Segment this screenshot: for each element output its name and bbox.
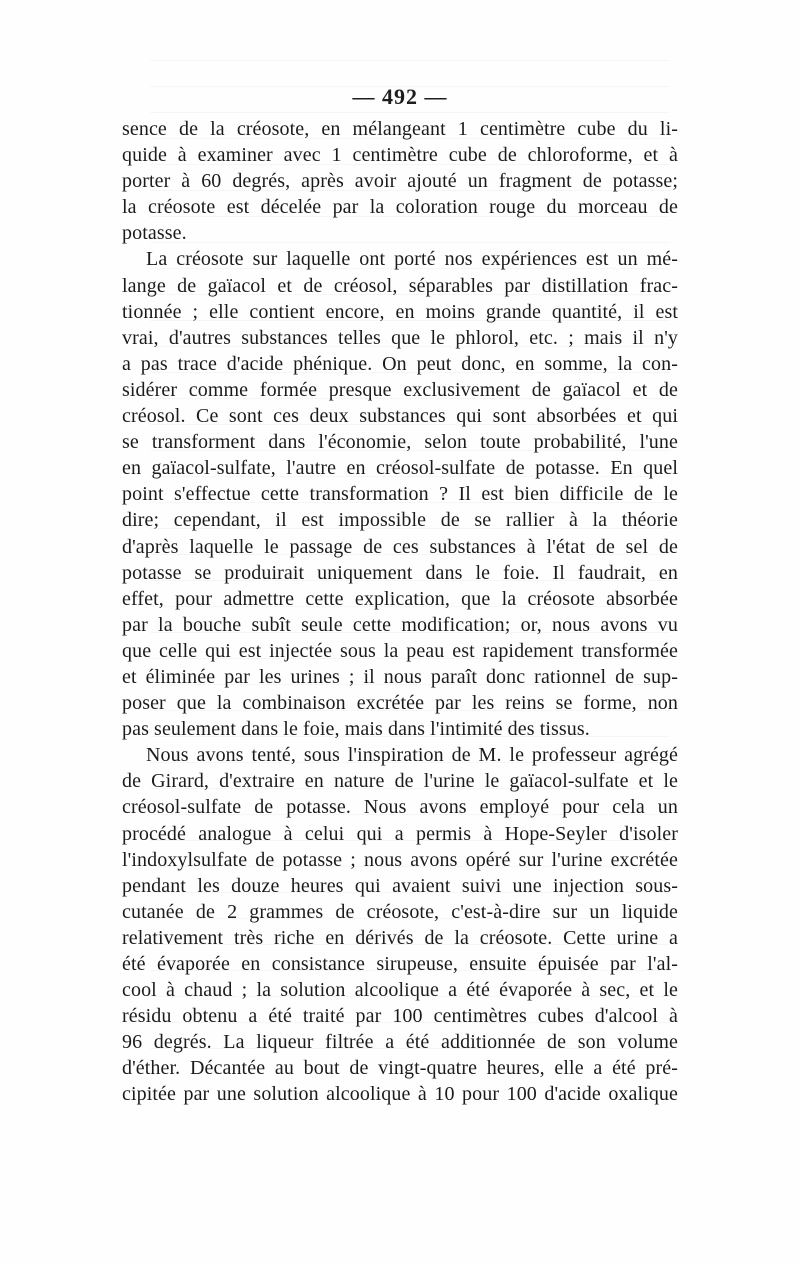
text-line: se transforment dans l'économie, selon toute probabilité, l'une [122, 431, 678, 454]
text-line: dire; cependant, il est impossible de se rallier à la théorie [122, 509, 678, 532]
text-line: tionnée ; elle contient encore, en moins grande quantité, il est [122, 300, 678, 323]
text-line: l'indoxylsulfate de potasse ; nous avons opéré sur l'urine excrétée [122, 848, 678, 871]
text-line: quide à examiner avec 1 centimètre cube de chloroforme, et à [122, 144, 678, 167]
text-line: La créosote sur laquelle ont porté nos expériences est un mé- [146, 248, 678, 271]
text-line: pendant les douze heures qui avaient suivi une injection sous- [122, 874, 678, 897]
text-line: la créosote est décelée par la coloration rouge du morceau de [122, 196, 678, 219]
text-line: 96 degrés. La liqueur filtrée a été additionnée de son volume [122, 1031, 678, 1054]
text-line: a pas trace d'acide phénique. On peut donc, en somme, la con- [122, 352, 678, 375]
page-number: — 492 — [352, 84, 448, 109]
text-line: cipitée par une solution alcoolique à 10 pour 100 d'acide oxalique [122, 1083, 678, 1106]
text-line: d'après laquelle le passage de ces substances à l'état de sel de [122, 535, 678, 558]
text-line: point s'effectue cette transformation ? Il est bien difficile de le [122, 483, 678, 506]
text-line: vrai, d'autres substances telles que le phlorol, etc. ; mais il n'y [122, 326, 678, 349]
text-line: potasse se produirait uniquement dans le foie. Il faudrait, en [122, 561, 678, 584]
text-line: procédé analogue à celui qui a permis à Hope-Seyler d'isoler [122, 822, 678, 845]
text-line: effet, pour admettre cette explication, que la créosote absorbée [122, 587, 678, 610]
text-line: été évaporée en consistance sirupeuse, ensuite épuisée par l'al- [122, 953, 678, 975]
text-line: créosol. Ce sont ces deux substances qui sont absorbées et qui [122, 405, 678, 428]
text-line: poser que la combinaison excrétée par les reins se forme, non [122, 692, 678, 715]
text-line: Nous avons tenté, sous l'inspiration de M. le professeur agrégé [146, 744, 678, 767]
text-line: de Girard, d'extraire en nature de l'urine le gaïacol-sulfate et le [122, 770, 678, 793]
text-line: résidu obtenu a été traité par 100 centimètres cubes d'alcool à [122, 1005, 678, 1028]
text-line: et éliminée par les urines ; il nous paraît donc rationnel de sup- [122, 665, 678, 688]
text-line: sidérer comme formée presque exclusivement de gaïacol et de [122, 378, 678, 401]
text-line: cool à chaud ; la solution alcoolique a été évaporée à sec, et le [122, 979, 678, 1002]
body-text [122, 116, 678, 1108]
text-line: porter à 60 degrés, après avoir ajouté un fragment de potasse; [122, 170, 678, 193]
text-line: que celle qui est injectée sous la peau est rapidement transformée [122, 639, 678, 662]
text-line: d'éther. Décantée au bout de vingt-quatre heures, elle a été pré- [122, 1057, 678, 1080]
text-line: potasse. [122, 222, 187, 245]
text-line: pas seulement dans le foie, mais dans l'intimité des tissus. [122, 718, 590, 741]
text-line: par la bouche subît seule cette modification; or, nous avons vu [122, 613, 678, 636]
text-line: en gaïacol-sulfate, l'autre en créosol-sulfate de potasse. En quel [122, 457, 678, 480]
text-line: cutanée de 2 grammes de créosote, c'est-à-dire sur un liquide [122, 900, 678, 923]
text-line: sence de la créosote, en mélangeant 1 centimètre cube du li- [122, 118, 678, 140]
text-line: créosol-sulfate de potasse. Nous avons employé pour cela un [122, 796, 678, 819]
text-line: lange de gaïacol et de créosol, séparables par distillation frac- [122, 274, 678, 297]
text-line: relativement très riche en dérivés de la créosote. Cette urine a [122, 926, 678, 949]
